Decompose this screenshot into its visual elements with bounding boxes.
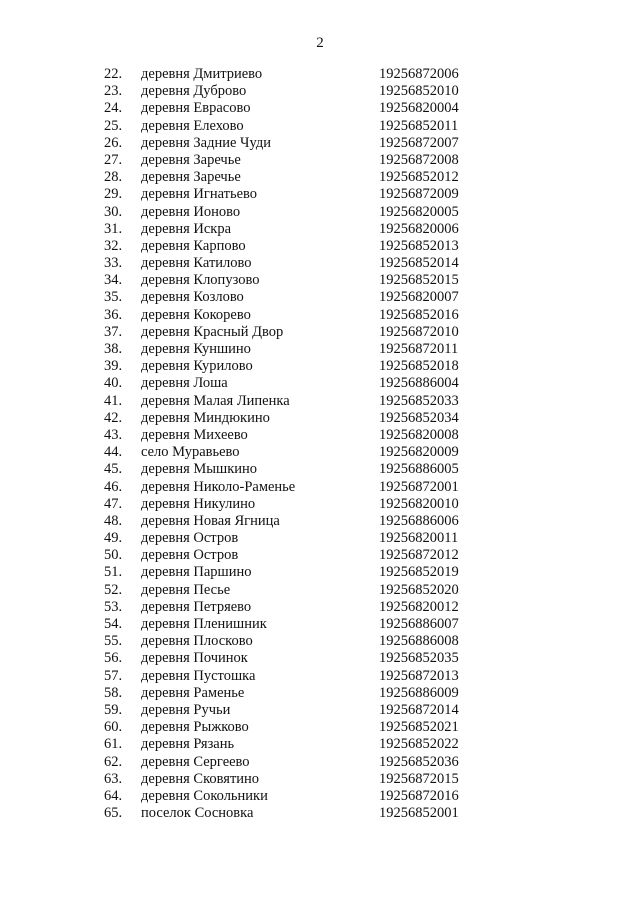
item-number: 22. xyxy=(104,66,123,82)
item-number: 31. xyxy=(104,220,123,237)
settlement-name: деревня Катилово xyxy=(141,255,252,272)
settlement-name: село Муравьево xyxy=(141,444,240,461)
item-number: 42. xyxy=(104,409,123,426)
settlement-name: деревня Игнатьево xyxy=(141,186,258,203)
list-item xyxy=(0,186,640,203)
item-number: 34. xyxy=(104,272,123,289)
oktmo-code: 19256852015 xyxy=(379,272,459,289)
oktmo-code: 19256820012 xyxy=(379,598,459,615)
settlement-name: деревня Остров xyxy=(141,530,239,547)
item-number: 45. xyxy=(104,461,123,478)
settlement-name: деревня Петряево xyxy=(141,598,252,615)
settlement-name: деревня Рязань xyxy=(141,736,235,753)
oktmo-code: 19256820006 xyxy=(379,220,459,237)
item-number: 65. xyxy=(104,805,123,822)
list-item xyxy=(0,771,640,788)
oktmo-code: 19256852011 xyxy=(379,117,459,134)
oktmo-code: 19256852016 xyxy=(379,306,459,323)
list-item xyxy=(0,66,640,83)
oktmo-code: 19256852012 xyxy=(379,169,459,186)
settlement-name: деревня Заречье xyxy=(141,151,241,168)
oktmo-code: 19256852010 xyxy=(379,83,459,100)
list-item xyxy=(0,221,640,238)
item-number: 60. xyxy=(104,719,123,736)
oktmo-code: 19256820008 xyxy=(379,426,459,443)
settlement-name: деревня Козлово xyxy=(141,289,244,306)
oktmo-code: 19256852013 xyxy=(379,237,459,254)
item-number: 59. xyxy=(104,701,123,718)
list-item xyxy=(0,410,640,427)
settlement-name: деревня Песье xyxy=(141,581,231,598)
oktmo-code: 19256886009 xyxy=(379,684,459,701)
settlement-name: деревня Рыжково xyxy=(141,719,249,736)
item-number: 27. xyxy=(104,151,123,168)
item-number: 38. xyxy=(104,341,123,357)
oktmo-code: 19256872007 xyxy=(379,134,459,151)
oktmo-code: 19256872015 xyxy=(379,770,459,787)
list-item xyxy=(0,719,640,736)
list-item xyxy=(0,582,640,599)
item-number: 32. xyxy=(104,237,123,254)
settlement-name: деревня Искра xyxy=(141,220,232,237)
list-item xyxy=(0,204,640,221)
settlement-name: деревня Дмитриево xyxy=(141,66,263,82)
item-number: 40. xyxy=(104,375,123,392)
item-number: 64. xyxy=(104,787,123,804)
oktmo-code: 19256872011 xyxy=(379,341,459,357)
oktmo-code: 19256886007 xyxy=(379,616,459,632)
item-number: 29. xyxy=(104,186,123,203)
list-item xyxy=(0,513,640,530)
oktmo-code: 19256872016 xyxy=(379,787,459,804)
item-number: 63. xyxy=(104,770,123,787)
item-number: 56. xyxy=(104,650,123,667)
item-number: 51. xyxy=(104,564,123,581)
oktmo-code: 19256820004 xyxy=(379,100,459,117)
list-item xyxy=(0,599,640,616)
list-item xyxy=(0,307,640,324)
list-item xyxy=(0,272,640,289)
list-item xyxy=(0,444,640,461)
list-item xyxy=(0,118,640,135)
list-item xyxy=(0,238,640,255)
oktmo-code: 19256886004 xyxy=(379,375,459,392)
item-number: 24. xyxy=(104,100,123,117)
list-item xyxy=(0,547,640,564)
item-number: 35. xyxy=(104,289,123,306)
oktmo-code: 19256820009 xyxy=(379,444,459,461)
oktmo-code: 19256852036 xyxy=(379,753,459,770)
item-number: 30. xyxy=(104,203,123,220)
oktmo-code: 19256820005 xyxy=(379,203,459,220)
settlement-name: деревня Пленишник xyxy=(141,616,267,632)
item-number: 44. xyxy=(104,444,123,461)
item-number: 46. xyxy=(104,478,123,495)
list-item xyxy=(0,255,640,272)
oktmo-code: 19256852018 xyxy=(379,358,459,375)
oktmo-code: 19256852001 xyxy=(379,805,459,822)
settlement-name: деревня Починок xyxy=(141,650,248,667)
list-item xyxy=(0,668,640,685)
list-item xyxy=(0,479,640,496)
oktmo-code: 19256886006 xyxy=(379,512,459,529)
item-number: 28. xyxy=(104,169,123,186)
list-item xyxy=(0,754,640,771)
settlement-name: деревня Дуброво xyxy=(141,83,247,100)
settlement-name: деревня Новая Ягница xyxy=(141,512,280,529)
settlement-name: деревня Николо-Раменье xyxy=(141,478,296,495)
list-item xyxy=(0,100,640,117)
page-number: 2 xyxy=(316,35,324,51)
list-item xyxy=(0,702,640,719)
settlement-name: деревня Паршино xyxy=(141,564,252,581)
list-item xyxy=(0,169,640,186)
oktmo-code: 19256872009 xyxy=(379,186,459,203)
oktmo-code: 19256852021 xyxy=(379,719,459,736)
list-item xyxy=(0,358,640,375)
settlement-name: деревня Ионово xyxy=(141,203,241,220)
settlement-name: деревня Пустошка xyxy=(141,667,256,684)
item-number: 49. xyxy=(104,530,123,547)
item-number: 47. xyxy=(104,495,123,512)
oktmo-code: 19256872014 xyxy=(379,701,459,718)
settlement-name: поселок Сосновка xyxy=(141,805,254,822)
settlement-name: деревня Миндюкино xyxy=(141,409,270,426)
list-item xyxy=(0,650,640,667)
list-item xyxy=(0,135,640,152)
oktmo-code: 19256872013 xyxy=(379,667,459,684)
list-item xyxy=(0,530,640,547)
settlement-name: деревня Ручьи xyxy=(141,701,231,718)
list-item xyxy=(0,633,640,650)
oktmo-code: 19256852020 xyxy=(379,581,459,598)
settlement-name: деревня Курилово xyxy=(141,358,253,375)
oktmo-code: 19256886008 xyxy=(379,633,459,650)
item-number: 39. xyxy=(104,358,123,375)
oktmo-code: 19256872006 xyxy=(379,66,459,82)
oktmo-code: 19256852035 xyxy=(379,650,459,667)
list-item xyxy=(0,564,640,581)
settlement-name: деревня Никулино xyxy=(141,495,256,512)
settlement-name: деревня Сергеево xyxy=(141,753,250,770)
settlement-name: деревня Заречье xyxy=(141,169,241,186)
list-item xyxy=(0,616,640,633)
list-item xyxy=(0,805,640,822)
item-number: 26. xyxy=(104,134,123,151)
item-number: 37. xyxy=(104,323,123,340)
item-number: 62. xyxy=(104,753,123,770)
settlement-name: деревня Плосково xyxy=(141,633,253,650)
oktmo-code: 19256872010 xyxy=(379,323,459,340)
settlement-name: деревня Остров xyxy=(141,547,239,564)
oktmo-code: 19256872008 xyxy=(379,151,459,168)
list-item xyxy=(0,375,640,392)
item-number: 36. xyxy=(104,306,123,323)
settlement-name: деревня Еврасово xyxy=(141,100,251,117)
list-item xyxy=(0,496,640,513)
list-item xyxy=(0,152,640,169)
settlement-name: деревня Мышкино xyxy=(141,461,258,478)
item-number: 61. xyxy=(104,736,123,753)
settlement-name: деревня Куншино xyxy=(141,341,251,357)
settlement-name: деревня Задние Чуди xyxy=(141,134,271,151)
list-item xyxy=(0,341,640,358)
item-number: 43. xyxy=(104,426,123,443)
list-item xyxy=(0,427,640,444)
item-number: 25. xyxy=(104,117,123,134)
item-number: 50. xyxy=(104,547,123,564)
settlement-name: деревня Малая Липенка xyxy=(141,392,290,409)
item-number: 54. xyxy=(104,616,123,632)
oktmo-code: 19256872001 xyxy=(379,478,459,495)
settlement-name: деревня Елехово xyxy=(141,117,244,134)
oktmo-code: 19256852034 xyxy=(379,409,459,426)
oktmo-code: 19256886005 xyxy=(379,461,459,478)
item-number: 57. xyxy=(104,667,123,684)
oktmo-code: 19256820007 xyxy=(379,289,459,306)
item-number: 53. xyxy=(104,598,123,615)
oktmo-code: 19256820010 xyxy=(379,495,459,512)
item-number: 33. xyxy=(104,255,123,272)
oktmo-code: 19256872012 xyxy=(379,547,459,564)
list-item xyxy=(0,324,640,341)
settlement-name: деревня Красный Двор xyxy=(141,323,284,340)
list-item xyxy=(0,289,640,306)
settlement-name: деревня Михеево xyxy=(141,426,248,443)
settlement-name: деревня Раменье xyxy=(141,684,245,701)
list-item xyxy=(0,685,640,702)
list-item xyxy=(0,788,640,805)
settlement-name: деревня Кокорево xyxy=(141,306,251,323)
item-number: 58. xyxy=(104,684,123,701)
list-item xyxy=(0,461,640,478)
item-number: 55. xyxy=(104,633,123,650)
oktmo-code: 19256852019 xyxy=(379,564,459,581)
item-number: 48. xyxy=(104,512,123,529)
item-number: 52. xyxy=(104,581,123,598)
oktmo-code: 19256820011 xyxy=(379,530,459,547)
oktmo-code: 19256852022 xyxy=(379,736,459,753)
settlement-name: деревня Лоша xyxy=(141,375,228,392)
list-item xyxy=(0,393,640,410)
settlement-name: деревня Карпово xyxy=(141,237,246,254)
item-number: 41. xyxy=(104,392,123,409)
settlement-name: деревня Сковятино xyxy=(141,770,260,787)
item-number: 23. xyxy=(104,83,123,100)
list-item xyxy=(0,83,640,100)
oktmo-code: 19256852033 xyxy=(379,392,459,409)
list-item xyxy=(0,736,640,753)
settlement-list xyxy=(0,66,640,822)
oktmo-code: 19256852014 xyxy=(379,255,459,272)
settlement-name: деревня Клопузово xyxy=(141,272,260,289)
settlement-name: деревня Сокольники xyxy=(141,787,268,804)
